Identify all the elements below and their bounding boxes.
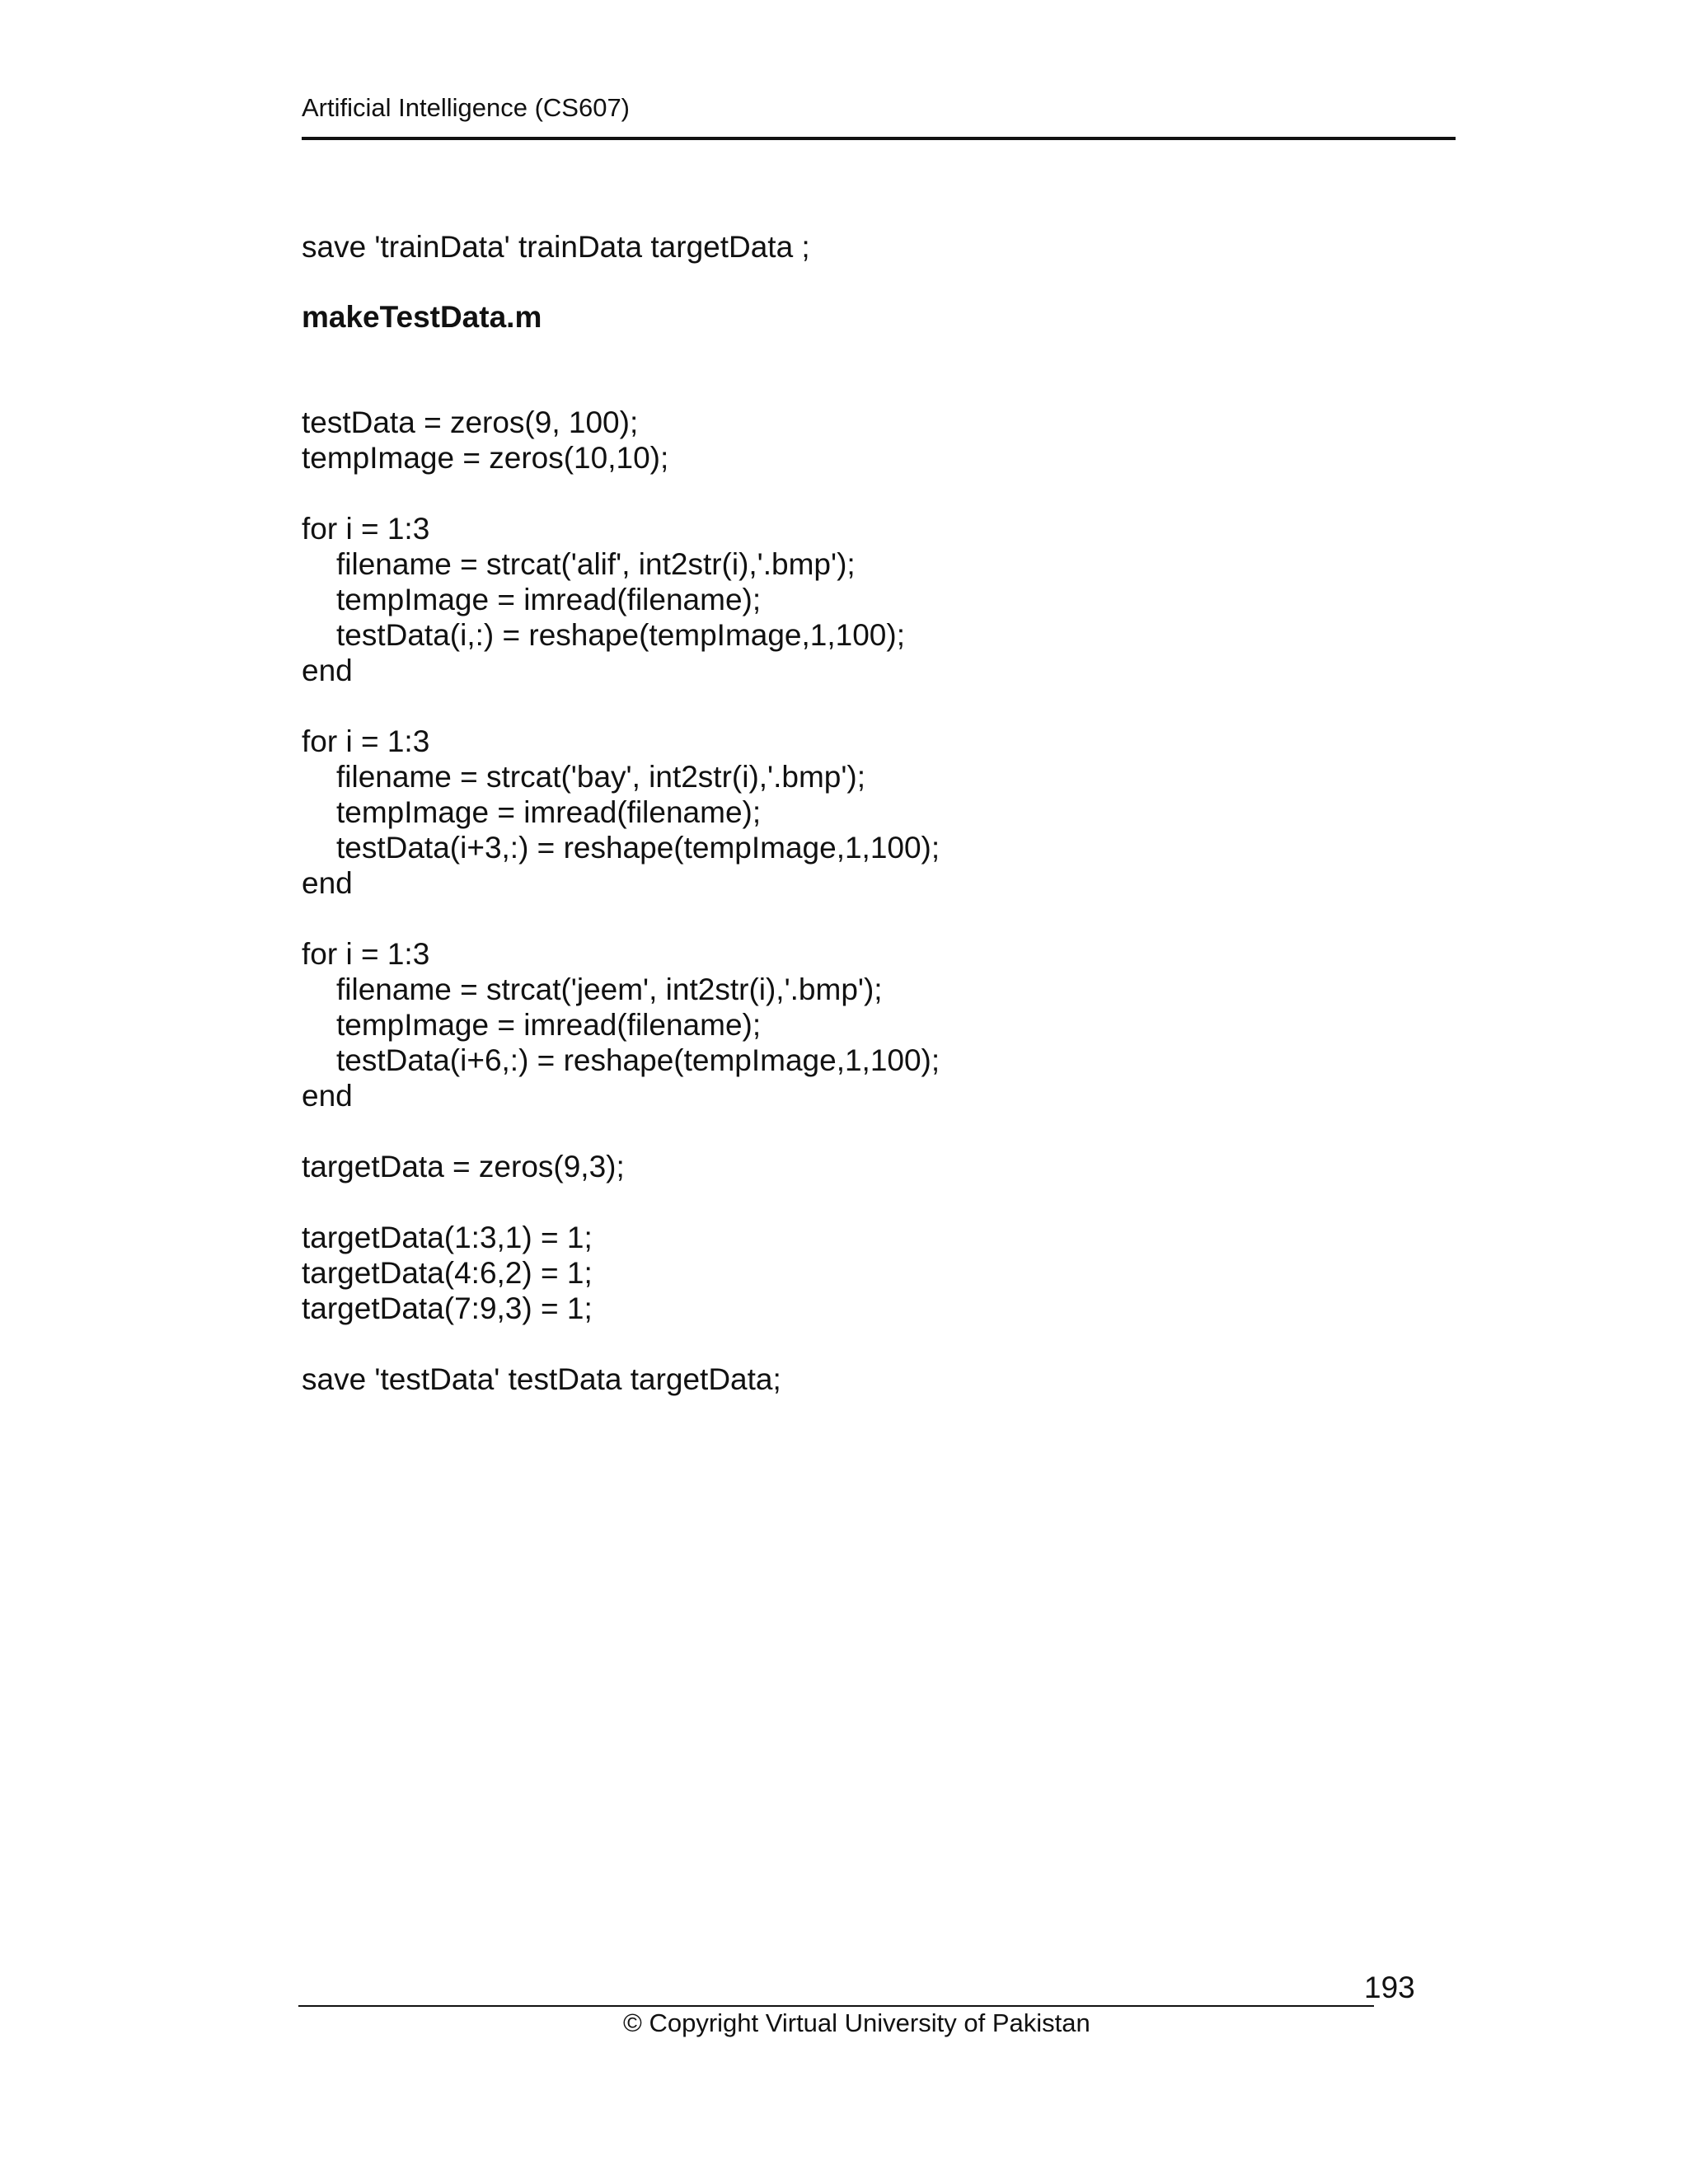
code-line: targetData = zeros(9,3);	[302, 1150, 625, 1183]
footer-copyright: © Copyright Virtual University of Pakistan	[623, 2008, 1090, 2037]
code-line: targetData(7:9,3) = 1;	[302, 1291, 593, 1325]
code-line-save-train: save 'trainData' trainData targetData ;	[302, 230, 810, 264]
code-line: tempImage = zeros(10,10);	[302, 441, 669, 475]
code-line: testData(i+6,:) = reshape(tempImage,1,100);	[336, 1043, 940, 1077]
code-line: targetData(4:6,2) = 1;	[302, 1256, 593, 1290]
code-line: save 'testData' testData targetData;	[302, 1362, 781, 1396]
code-line: tempImage = imread(filename);	[336, 1008, 762, 1042]
code-line: testData(i+3,:) = reshape(tempImage,1,100);	[336, 831, 940, 865]
code-line: filename = strcat('alif', int2str(i),'.bmp');	[336, 547, 856, 581]
header-title: Artificial Intelligence (CS607)	[302, 93, 631, 122]
page-number: 193	[1364, 1971, 1415, 2004]
header-divider	[302, 137, 1456, 140]
code-line: end	[302, 1079, 353, 1113]
code-line: for i = 1:3	[302, 937, 430, 971]
code-line: end	[302, 866, 353, 900]
code-line: targetData(1:3,1) = 1;	[302, 1221, 593, 1254]
section-heading: makeTestData.m	[302, 300, 542, 334]
code-line: end	[302, 654, 353, 687]
code-line: tempImage = imread(filename);	[336, 795, 762, 829]
code-line: filename = strcat('jeem', int2str(i),'.bmp');	[336, 972, 883, 1006]
code-line: for i = 1:3	[302, 512, 430, 546]
footer-divider	[298, 2005, 1374, 2007]
code-line: testData(i,:) = reshape(tempImage,1,100);	[336, 618, 905, 652]
code-line: testData = zeros(9, 100);	[302, 405, 639, 439]
code-line: for i = 1:3	[302, 724, 430, 758]
code-line: tempImage = imread(filename);	[336, 583, 762, 616]
code-line: filename = strcat('bay', int2str(i),'.bmp');	[336, 760, 866, 794]
